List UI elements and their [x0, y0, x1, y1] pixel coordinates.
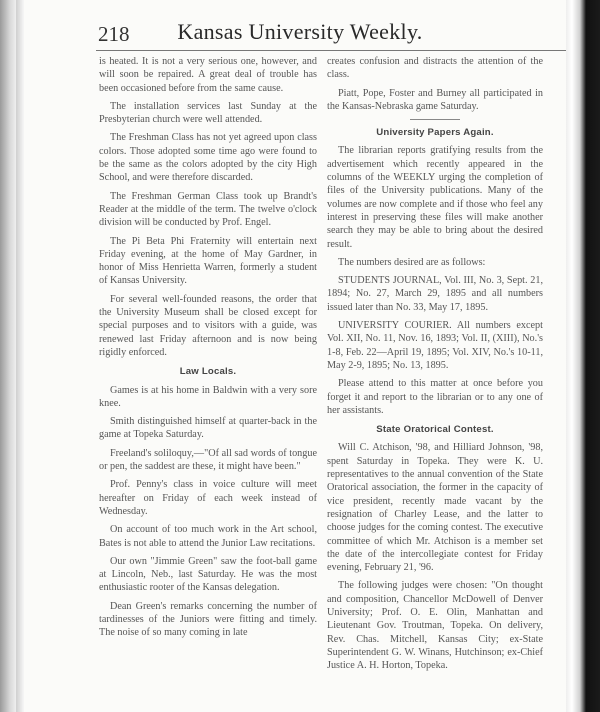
paragraph-judges: The following judges were chosen: "On thought and composition, Chancellor McDowell of Denver University; Prof. O. E. Olin, Manhattan and Lieutenant Gov. Troutman, Topeka. On delivery, Rev. Chas. Mitchell, Kansas City; ex-State Superintendent G. W. Winans, Hutchinson; ex-Chief Justice A. H. Horton, Topeka.: [327, 580, 543, 672]
book-gutter-shadow: [16, 0, 24, 712]
paragraph-continued: creates confusion and distracts the attention of the class.: [327, 56, 543, 81]
left-column: [99, 55, 317, 645]
paragraph-please-attend: Please attend to this matter at once before you forget it and report to the librarian or to any one of her assistants.: [327, 378, 543, 416]
paragraph-law-bates: On account of too much work in the Art school, Bates is not able to attend the Junior Law recitations.: [99, 524, 317, 549]
paragraph-law-jimmie-green: Our own "Jimmie Green" saw the foot-ball game at Lincoln, Neb., last Saturday. He was the most enthusiastic rooter of the Kansas delegation.: [99, 555, 317, 594]
paragraph-numbers-desired: The numbers desired are as follows:: [338, 256, 486, 268]
section-divider: [410, 119, 460, 120]
paragraph-kansas-nebraska: Piatt, Pope, Foster and Burney all participated in the Kansas-Nebraska game Saturday.: [327, 87, 543, 112]
page-number: 218: [98, 22, 130, 46]
paragraph-atchison: Will C. Atchison, '98, and Hilliard Johnson, '98, spent Saturday in Topeka. They were K. U. representatives to the annual convention of the State Oratorical association, the former in the capacity of vice president, recently made vacant by the resignation of Charley Lease, and the latter to choose judges for the coming contest. The executive committee of which Mr. Atchison is a member set the date of the intercollegiate contest for Friday evening, February 21, '96.: [327, 442, 543, 574]
paragraph-law-smith: Smith distinguished himself at quarter-back in the game at Topeka Saturday.: [99, 416, 317, 441]
book-fore-edge: [566, 0, 600, 712]
paragraph-museum: For several well-founded reasons, the order that the University Museum shall be closed except for special purposes and to visitors with a guide, was renewed last Friday afternoon and is now being rigidly enforced.: [99, 293, 317, 358]
paragraph-university-courier: UNIVERSITY COURIER. All numbers except Vol. XII, No. 11, Nov. 16, 1893; Vol. II, (XIII), No.'s 1-8, Feb. 22—April 19, 1895; Vol. XIV, No.'s 10-11, May 2-9, 1895; No. 13, 1895.: [327, 320, 543, 371]
masthead-title: Kansas University Weekly.: [177, 19, 423, 44]
book-gutter-edge: [0, 0, 16, 712]
paragraph-pi-beta-phi: The Pi Beta Phi Fraternity will entertain next Friday evening, at the home of May Gardner, in honor of Miss Henrietta Warren, formerly a student of Kansas University.: [99, 235, 317, 287]
paragraph-freshman-colors: The Freshman Class has not yet agreed upon class colors. Those adopted some time ago were found to be the same as the colors adopted by the city High School, and were therefore discarded.: [99, 132, 317, 184]
paragraph-law-dean-green: Dean Green's remarks concerning the number of tardinesses of the Juniors were fitting and timely. The noise of so many coming in late: [99, 600, 317, 639]
section-heading-oratorical-contest: State Oratorical Contest.: [376, 424, 494, 436]
paragraph-librarian: The librarian reports gratifying results from the advertisement which recently appeared in the columns of the WEEKLY urging the completion of files of the University publications. Many of the volumes are now complete and if those who feel any interest in preserving these files will make another search they may be able to bring about the desired result.: [327, 145, 543, 250]
header-rule: [96, 50, 566, 51]
paragraph-students-journal: STUDENTS JOURNAL, Vol. III, No. 3, Sept. 21, 1894; No. 27, March 29, 1895 and all numbers issued later than No. 33, May 17, 1895.: [327, 275, 543, 313]
right-column: [327, 55, 543, 677]
paragraph-law-freeland: Freeland's soliloquy,—"Of all sad words of tongue or pen, the saddest are these, it might have been.": [99, 447, 317, 473]
paragraph-law-penny: Prof. Penny's class in voice culture will meet hereafter on Friday of each week instead of Wednesday.: [99, 479, 317, 517]
paragraph-german-class: The Freshman German Class took up Brandt's Reader at the middle of the term. The twelve o'clock division will be conducted by Prof. Engel.: [99, 190, 317, 229]
paragraph-heating: is heated. It is not a very serious one, however, and will soon be repaired. A great deal of trouble has been occasioned before from the same cause.: [99, 56, 317, 94]
paragraph-law-games: Games is at his home in Baldwin with a very sore knee.: [99, 384, 317, 409]
paragraph-installation: The installation services last Sunday at the Presbyterian church were well attended.: [99, 100, 317, 126]
section-heading-university-papers: University Papers Again.: [376, 127, 494, 139]
section-heading-law-locals: Law Locals.: [179, 366, 237, 378]
